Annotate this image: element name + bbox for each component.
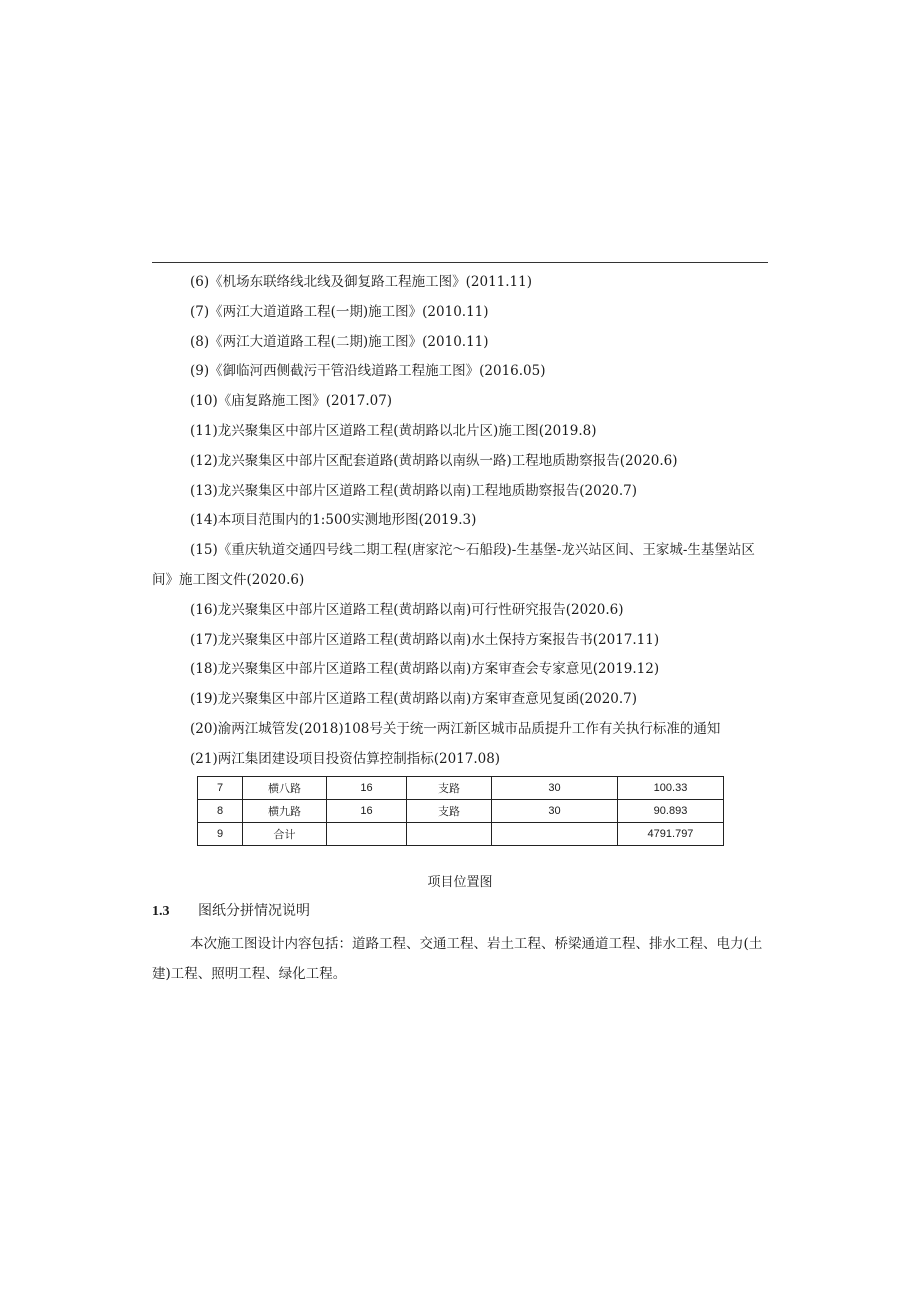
table-cell: 16 xyxy=(327,777,407,800)
figure-caption: 项目位置图 xyxy=(427,875,493,890)
reference-item: (17)龙兴聚集区中部片区道路工程(黄胡路以南)水土保持方案报告书(2017.11) xyxy=(190,631,660,648)
reference-item: (14)本项目范围内的1:500实测地形图(2019.3) xyxy=(190,512,477,529)
body-paragraph: 本次施工图设计内容包括：道路工程、交通工程、岩土工程、桥梁通道工程、排水工程、电力(土建)工程、照明工程、绿化工程。 xyxy=(152,936,763,982)
section-number: 1.3 xyxy=(152,904,170,919)
table-cell: 30 xyxy=(492,800,618,823)
table-cell xyxy=(407,823,492,846)
table-row xyxy=(198,800,724,823)
table-cell: 横九路 xyxy=(243,800,327,823)
table-cell: 90.893 xyxy=(618,800,724,823)
reference-item: (18)龙兴聚集区中部片区道路工程(黄胡路以南)方案审查会专家意见(2019.12) xyxy=(190,661,660,678)
reference-item: (15)《重庆轨道交通四号线二期工程(唐家沱～石船段)-生基堡-龙兴站区间、王家城-生基堡站区间》施工图文件(2020.6) xyxy=(152,542,755,588)
table-cell: 9 xyxy=(198,823,243,846)
section-heading xyxy=(152,900,310,920)
reference-item: (6)《机场东联络线北线及御复路工程施工图》(2011.11) xyxy=(190,274,532,290)
table-cell: 支路 xyxy=(407,800,492,823)
table-cell: 8 xyxy=(198,800,243,823)
table-cell xyxy=(327,823,407,846)
reference-item: (8)《两江大道道路工程(二期)施工图》(2010.11) xyxy=(190,333,489,350)
reference-item: (7)《两江大道道路工程(一期)施工图》(2010.11) xyxy=(190,303,489,320)
reference-item: (21)两江集团建设项目投资估算控制指标(2017.08) xyxy=(190,750,501,767)
table-cell: 7 xyxy=(198,777,243,800)
reference-item: (13)龙兴聚集区中部片区道路工程(黄胡路以南)工程地质勘察报告(2020.7) xyxy=(190,482,638,499)
reference-list xyxy=(152,268,768,775)
header-rule xyxy=(152,262,768,263)
table-row xyxy=(198,823,724,846)
table-cell: 合计 xyxy=(243,823,327,846)
table-cell: 4791.797 xyxy=(618,823,724,846)
reference-item: (9)《御临河西侧截污干管沿线道路工程施工图》(2016.05) xyxy=(190,363,546,380)
table-row xyxy=(198,777,724,800)
table-cell: 100.33 xyxy=(618,777,724,800)
table-cell: 16 xyxy=(327,800,407,823)
table-cell: 支路 xyxy=(407,777,492,800)
table-cell: 横八路 xyxy=(243,777,327,800)
road-table xyxy=(197,776,724,846)
reference-item: (12)龙兴聚集区中部片区配套道路(黄胡路以南纵一路)工程地质勘察报告(2020.6) xyxy=(190,452,678,469)
reference-item: (16)龙兴聚集区中部片区道路工程(黄胡路以南)可行性研究报告(2020.6) xyxy=(190,601,624,618)
section-title: 图纸分拼情况说明 xyxy=(198,903,310,919)
reference-item: (10)《庙复路施工图》(2017.07) xyxy=(190,393,393,410)
table-cell xyxy=(492,823,618,846)
reference-item: (19)龙兴聚集区中部片区道路工程(黄胡路以南)方案审查意见复函(2020.7) xyxy=(190,691,638,708)
reference-item: (20)渝两江城管发(2018)108号关于统一两江新区城市品质提升工作有关执行标准的通知 xyxy=(190,720,721,737)
table-cell: 30 xyxy=(492,777,618,800)
reference-item: (11)龙兴聚集区中部片区道路工程(黄胡路以北片区)施工图(2019.8) xyxy=(190,422,597,439)
